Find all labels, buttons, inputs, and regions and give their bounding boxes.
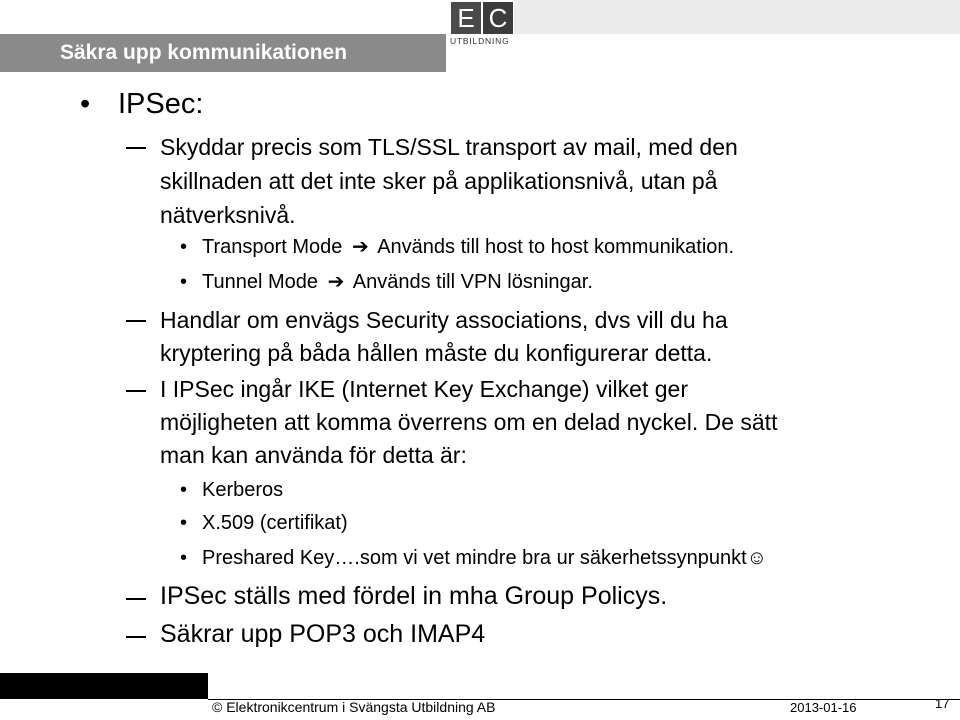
dash-marker [126,636,146,638]
dash-marker [126,598,146,600]
bullet-marker: • [180,512,188,534]
subitem-text: X.509 (certifikat) [202,512,348,534]
subitem-text: Kerberos [202,479,284,501]
slide-title: Säkra upp kommunikationen [60,41,348,64]
item-line: I IPSec ingår IKE (Internet Key Exchange) vilket ger [160,376,688,402]
bullet-marker: • [180,271,188,293]
item-line: Säkrar upp POP3 och IMAP4 [160,620,486,648]
item-line: Skyddar precis som TLS/SSL transport av mail, med den [160,134,738,160]
dash-marker [126,320,146,322]
item-line: skillnaden att det inte sker på applikationsnivå, utan på [160,168,718,194]
logo-letter-c: C [483,2,513,34]
item-line: man kan använda för detta är: [160,442,467,468]
arrow-right-icon: ➔ [327,271,345,293]
subitem-text: Preshared Key….som vi vet mindre bra ur säkerhetssynpunkt☺ [202,547,768,569]
bullet-marker: • [180,236,188,258]
item-line: Handlar om envägs Security associations, dvs vill du ha [160,307,728,333]
item-line: möjligheten att komma överrens om en delad nyckel. De sätt [160,409,778,435]
footer-dark-block [0,673,208,699]
subitem-text: Används till host to host kommunikation. [377,236,735,258]
bullet-marker: • [180,479,188,501]
dash-marker [126,390,146,392]
footer-copyright: © Elektronikcentrum i Svängsta Utbildning AB [212,699,496,715]
bullet-heading: IPSec: [118,88,204,120]
logo-subtitle: UTBILDNING [450,36,510,46]
page-number: 17 [935,696,950,711]
item-line: kryptering på båda hållen måste du konfigurerar detta. [160,340,713,366]
bullet-marker: • [180,547,188,569]
subitem-text: Används till VPN lösningar. [352,271,593,293]
arrow-right-icon: ➔ [352,236,369,258]
subitem-label: Tunnel Mode [202,271,318,293]
subitem-label: Transport Mode [202,236,343,258]
item-line: IPSec ställs med fördel in mha Group Policys. [160,582,668,610]
item-line: nätverksnivå. [160,202,296,228]
logo-letter-e: E [451,2,481,34]
footer-date: 2013-01-16 [790,700,857,715]
bullet-marker: • [80,88,91,120]
dash-marker [126,147,146,149]
